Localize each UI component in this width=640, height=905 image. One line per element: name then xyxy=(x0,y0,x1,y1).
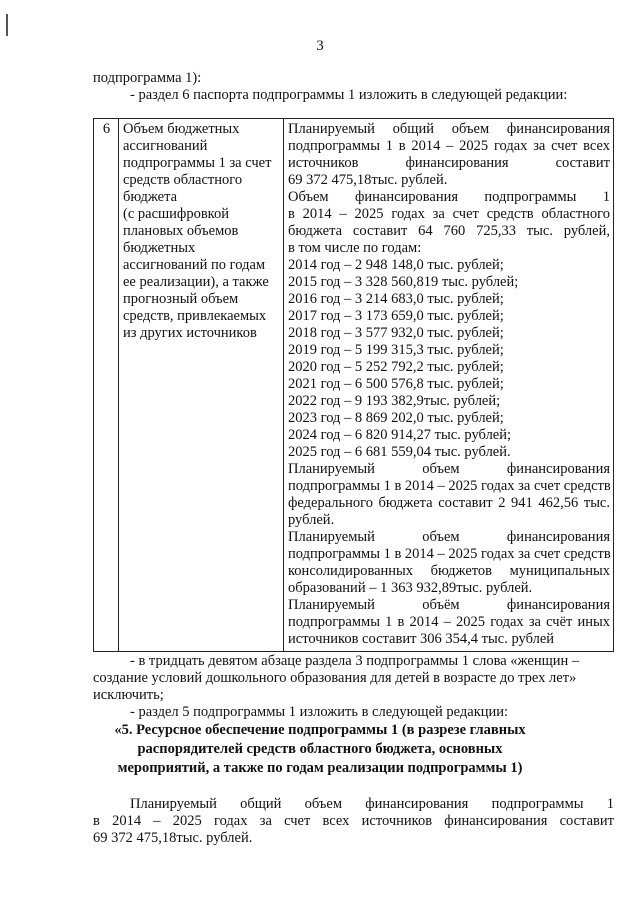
item-value-line: 2021 год – 6 500 576,8 тыс. рублей; xyxy=(288,376,504,392)
item-name-line: (с расшифровкой xyxy=(123,206,229,222)
item-value-line: 2015 год – 3 328 560,819 тыс. рублей; xyxy=(288,274,519,290)
item-value-line: в том числе по годам: xyxy=(288,240,422,256)
item-name-cell xyxy=(119,119,284,652)
item-value-line: подпрограммы 1 в 2014 – 2025 годах за счет средств xyxy=(288,546,611,562)
amendment-line-4: - раздел 5 подпрограммы 1 изложить в следующей редакции: xyxy=(130,704,509,720)
final-paragraph-line-3: 69 372 475,18тыс. рублей. xyxy=(93,830,253,846)
item-value-line: 2022 год – 9 193 382,9тыс. рублей; xyxy=(288,393,501,409)
item-value-line: 2020 год – 5 252 792,2 тыс. рублей; xyxy=(288,359,504,375)
item-value-line: Планируемый объем финансирования xyxy=(288,461,610,477)
item-value-line: 2023 год – 8 869 202,0 тыс. рублей; xyxy=(288,410,504,426)
final-paragraph-line-1: Планируемый общий объем финансирования подпрограммы 1 xyxy=(130,796,614,812)
item-name-line: подпрограммы 1 за счет xyxy=(123,155,272,171)
item-value-line: 2018 год – 3 577 932,0 тыс. рублей; xyxy=(288,325,504,341)
section-heading-line-2: распорядителей средств областного бюджета, основных xyxy=(137,741,503,757)
item-name-line: прогнозный объем xyxy=(123,291,239,307)
item-name-line: из других источников xyxy=(123,325,257,341)
item-value-line: источников финансирования составит xyxy=(288,155,610,171)
passport-table xyxy=(93,118,614,652)
item-value-cell xyxy=(284,119,614,652)
item-name-line: ассигнований по годам xyxy=(123,257,266,273)
section-heading-line-3: мероприятий, а также по годам реализации подпрограммы 1) xyxy=(117,760,523,776)
item-value-line: консолидированных бюджетов муниципальных xyxy=(288,563,610,579)
item-name-line: Объем бюджетных xyxy=(123,121,240,137)
row-number-cell xyxy=(94,119,119,652)
table-row xyxy=(94,119,614,652)
item-name-line: ассигнований xyxy=(123,138,208,154)
item-name-line: средств, привлекаемых xyxy=(123,308,267,324)
row-number: 6 xyxy=(102,121,111,137)
item-value-line: подпрограммы 1 в 2014 – 2025 годах за счет всех xyxy=(288,138,610,154)
item-value-line: Планируемый общий объем финансирования xyxy=(288,121,610,137)
section-heading-line-1: «5. Ресурсное обеспечение подпрограммы 1 (в разрезе главных xyxy=(114,722,526,738)
item-name-line: бюджетных xyxy=(123,240,196,256)
item-name-line: средств областного xyxy=(123,172,243,188)
scan-margin-mark xyxy=(6,14,8,36)
item-value-line: рублей. xyxy=(288,512,335,528)
amendment-line-3: исключить; xyxy=(93,687,164,703)
item-value-line: 2024 год – 6 820 914,27 тыс. рублей; xyxy=(288,427,512,443)
item-value-line: подпрограммы 1 в 2014 – 2025 годах за счет средств xyxy=(288,478,611,494)
item-value-line: в 2014 – 2025 годах за счет средств областного xyxy=(288,206,610,222)
item-value-line: Планируемый объем финансирования xyxy=(288,529,610,545)
intro-line-1: подпрограмма 1): xyxy=(93,70,202,86)
item-value-line: федерального бюджета составит 2 941 462,56 тыс. xyxy=(288,495,610,511)
item-value-line: Объем финансирования подпрограммы 1 xyxy=(288,189,610,205)
item-name-line: бюджета xyxy=(123,189,178,205)
item-value-line: 2019 год – 5 199 315,3 тыс. рублей; xyxy=(288,342,504,358)
item-value-line: 2017 год – 3 173 659,0 тыс. рублей; xyxy=(288,308,504,324)
item-value-line: 2025 год – 6 681 559,04 тыс. рублей. xyxy=(288,444,511,460)
item-value-line: подпрограммы 1 в 2014 – 2025 годах за счёт иных xyxy=(288,614,610,630)
amendment-line-2: создание условий дошкольного образования для детей в возрасте до трех лет» xyxy=(93,670,577,686)
page-number: 3 xyxy=(316,38,324,54)
item-value-line: 2014 год – 2 948 148,0 тыс. рублей; xyxy=(288,257,504,273)
final-paragraph-line-2: в 2014 – 2025 годах за счет всех источников финансирования составит xyxy=(93,813,614,829)
item-value-line: бюджета составит 64 760 725,33 тыс. рублей, xyxy=(288,223,610,239)
item-name-line: ее реализации), а также xyxy=(123,274,269,290)
item-value-line: 2016 год – 3 214 683,0 тыс. рублей; xyxy=(288,291,504,307)
item-value-line: 69 372 475,18тыс. рублей. xyxy=(288,172,448,188)
amendment-line-1: - в тридцать девятом абзаце раздела 3 подпрограммы 1 слова «женщин – xyxy=(130,653,580,669)
intro-line-2: - раздел 6 паспорта подпрограммы 1 изложить в следующей редакции: xyxy=(130,87,568,103)
item-value-line: образований – 1 363 932,89тыс. рублей. xyxy=(288,580,533,596)
item-name-line: плановых объемов xyxy=(123,223,239,239)
item-value-line: источников составит 306 354,4 тыс. рублей xyxy=(288,631,555,647)
item-value-line: Планируемый объём финансирования xyxy=(288,597,610,613)
